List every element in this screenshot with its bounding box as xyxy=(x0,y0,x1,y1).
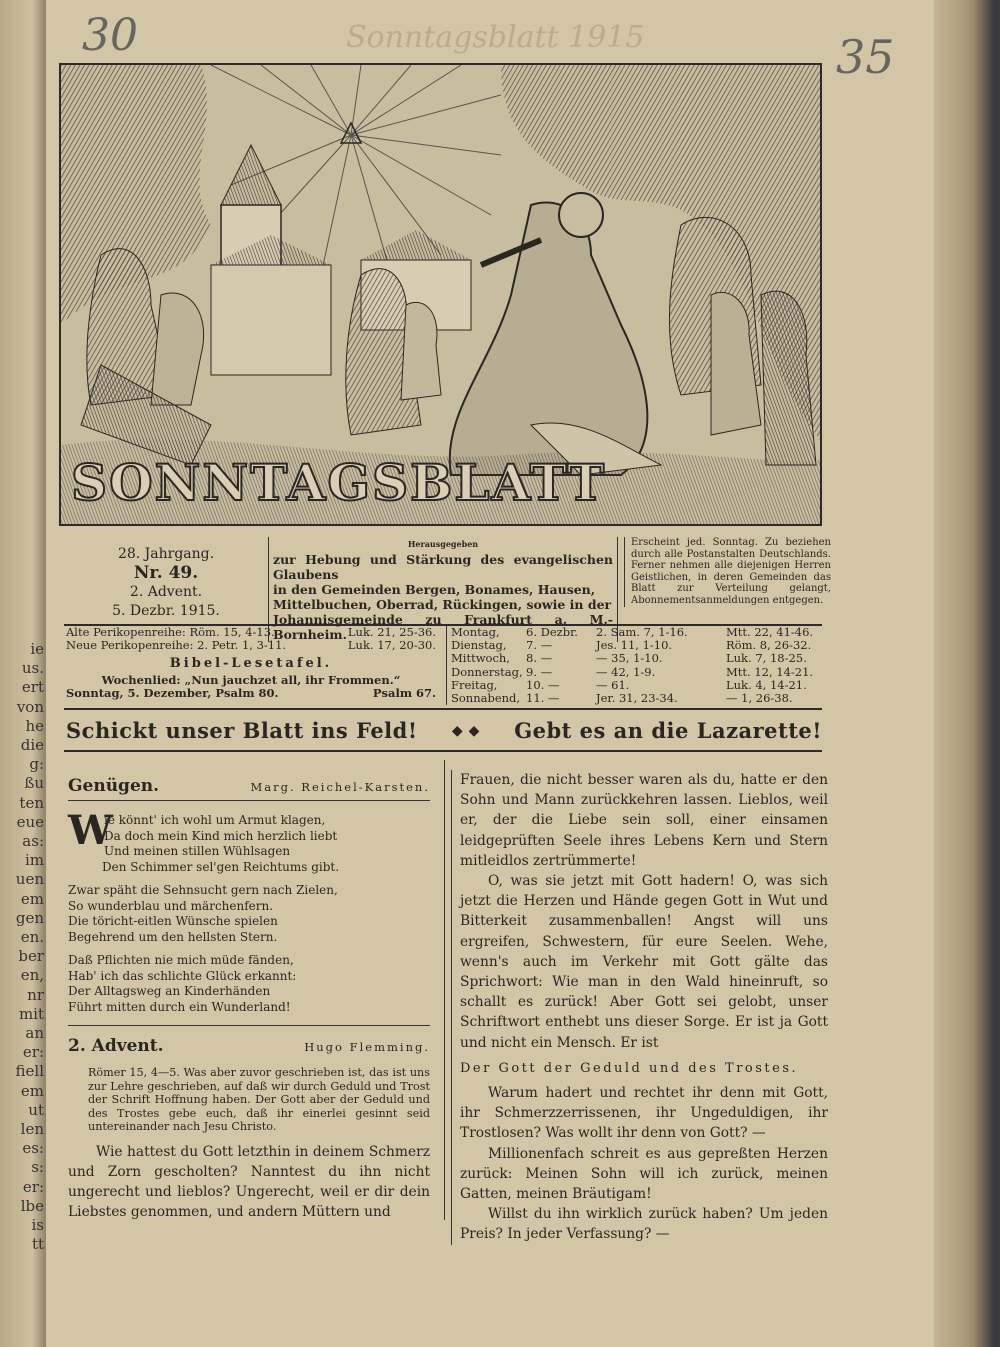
poem-author: Marg. Reichel-Karsten. xyxy=(250,780,430,794)
left-page-fragment: he xyxy=(25,716,44,735)
paragraph: Millionenfach schreit es aus gepreßten Herzen zurück: Meinen Sohn will ich zurück, meinen Gatten, meinen Bräutigam! xyxy=(460,1145,828,1203)
date: 10. — xyxy=(526,677,560,692)
left-page-fragment: nr xyxy=(27,985,44,1004)
day: Donnerstag, xyxy=(451,664,523,679)
poem-line: Führt mitten durch ein Wunderland! xyxy=(68,999,291,1014)
issue-number: Nr. 49. xyxy=(133,563,199,583)
poem-line: Die töricht-eitlen Wünsche spielen xyxy=(68,914,278,928)
new-testament: — 1, 26-38. xyxy=(726,691,793,706)
publisher-line: in den Gemeinden Bergen, Bonames, Hausen, xyxy=(273,581,596,597)
divider xyxy=(64,708,822,710)
left-page-fragment: er: xyxy=(22,1043,44,1062)
poem-line: Daß Pflichten nie mich müde fänden, xyxy=(68,953,294,967)
left-page-fragment: ert xyxy=(21,678,44,697)
left-page-fragment: lbe xyxy=(20,1196,44,1215)
paragraph: O, was sie jetzt mit Gott hadern! O, was sich jetzt die Herzen und Hände gegen Gott in Wut und Bitterkeit zusammenballen! Angst will uns ergreifen, Schwestern, für eure Seelen. Wehe, wenn's auch im Verkehr mit Gott gälte das Sprichwort: Wie man in den Wald hineinruft, so schallt es zurück! Aber Gott sei gelobt, unser Schriftwort enthebt uns dieser Sorge. Er ist ja Gott und nicht ein Mensch. Er ist xyxy=(460,873,828,1051)
poem-line: Da doch mein Kind mich herzlich liebt xyxy=(104,828,338,843)
left-page-fragment: g: xyxy=(29,755,44,774)
right-column xyxy=(451,770,828,1245)
poem-line: Zwar späht die Sehnsucht gern nach Zielen, xyxy=(68,883,338,897)
column-divider xyxy=(444,760,445,1220)
daily-row xyxy=(451,666,829,679)
divider xyxy=(68,1025,430,1026)
day: Dienstag, xyxy=(451,638,507,653)
issue-info xyxy=(66,545,266,621)
old-testament: — 42, 1-9. xyxy=(596,664,656,679)
poem-line: Hab' ich das schlichte Glück erkannt: xyxy=(68,968,297,983)
left-page-fragment: er: xyxy=(22,1177,44,1196)
left-page-fragment: von xyxy=(16,697,44,716)
left-page-fragment: an xyxy=(25,1024,44,1042)
day: Montag, xyxy=(451,625,500,639)
faint-stamp: Sonntagsblatt 1915 xyxy=(346,20,645,55)
sermon-header xyxy=(68,1036,430,1056)
left-page-fragment: ut xyxy=(28,1100,44,1119)
date: 11. — xyxy=(526,691,560,706)
new-testament: Mtt. 22, 41-46. xyxy=(726,625,814,639)
page-number-right: 35 xyxy=(836,30,895,84)
poem-line: So wunderblau und märchenfern. xyxy=(68,898,274,913)
left-page-fragment: ßu xyxy=(24,774,44,793)
right-page-edge xyxy=(934,0,1000,1347)
left-page-fragment: em xyxy=(20,1081,44,1100)
new-testament: Mtt. 12, 14-21. xyxy=(726,664,814,679)
poem-header xyxy=(68,776,430,796)
left-page-fragment: tt xyxy=(31,1235,44,1254)
reading-text: Psalm 67. xyxy=(372,685,436,700)
poem-body xyxy=(68,807,430,1015)
poem-title: Genügen. xyxy=(68,776,160,796)
left-page-fragment: ie xyxy=(30,640,44,658)
issue-date: 5. Dezbr. 1915. xyxy=(112,603,220,619)
day: Mittwoch, xyxy=(451,651,510,666)
reading-text: Alte Perikopenreihe: Röm. 15, 4-13. xyxy=(66,625,275,639)
left-page-fragment: en. xyxy=(20,928,44,946)
poem-stanza xyxy=(68,807,430,875)
left-page-edge xyxy=(0,0,46,1347)
left-page-fragment: gen xyxy=(15,908,44,927)
bible-quote: Römer 15, 4—5. Was aber zuvor geschrieben ist, das ist uns zur Lehre geschrieben, auf daß wir durch Geduld und Trost der Schrift Hoffnung haben. Der Gott aber der Geduld und des Trostes gebe euch, daß ihr einerlei gesinnt seid untereinander nach Jesu Christo. xyxy=(88,1066,430,1133)
header-illustration xyxy=(59,63,822,526)
left-page-fragment: as: xyxy=(22,832,44,850)
poem-line: Der Alltagsweg an Kinderhänden xyxy=(68,984,271,998)
sermon-text-left xyxy=(68,1142,430,1223)
dropcap: W xyxy=(68,807,113,854)
pericope-readings xyxy=(66,626,436,700)
left-column xyxy=(68,770,430,1222)
old-testament: Jes. 11, 1-10. xyxy=(596,638,673,653)
divider xyxy=(64,750,822,752)
left-page-fragment: len xyxy=(20,1120,44,1138)
diamond-icon: ◆ ◆ xyxy=(451,722,480,739)
left-page-fragment: eue xyxy=(16,812,44,831)
old-testament: Jer. 31, 23-34. xyxy=(596,691,678,706)
banner-right: Gebt es an die Lazarette! xyxy=(514,718,822,743)
reading-row xyxy=(66,639,436,652)
old-testament: 2. Sam. 7, 1-16. xyxy=(596,625,688,639)
new-testament: Luk. 4, 14-21. xyxy=(726,677,807,692)
reading-row xyxy=(66,687,436,700)
bible-table-title: Bibel-Lesetafel. xyxy=(169,656,333,672)
reading-text: Sonntag, 5. Dezember, Psalm 80. xyxy=(66,685,279,700)
new-testament: Röm. 8, 26-32. xyxy=(726,638,812,653)
reading-text: Luk. 21, 25-36. xyxy=(347,625,436,639)
new-testament: Luk. 7, 18-25. xyxy=(726,651,807,666)
poem-stanza xyxy=(68,953,430,1015)
banner xyxy=(66,718,822,743)
poem-line: Den Schimmer sel'gen Reichtums gibt. xyxy=(102,859,340,874)
old-testament: — 61. xyxy=(596,677,630,692)
paragraph: Warum hadert und rechtet ihr denn mit Gott, ihr Schmerzzerrissenen, ihr Ungeduldigen, ihr Trostlosen? Was wollt ihr denn von Gott? — xyxy=(460,1085,828,1142)
issue-year: 28. Jahrgang. xyxy=(117,546,215,562)
newspaper-page xyxy=(46,0,934,1347)
divider xyxy=(68,800,430,801)
day: Sonnabend, xyxy=(451,691,521,706)
left-page-fragment: em xyxy=(20,889,44,908)
left-page-fragment: us. xyxy=(21,659,44,678)
issue-sunday: 2. Advent. xyxy=(129,584,203,600)
subscription-note: Erscheint jed. Sonntag. Zu beziehen durch alle Postanstalten Deutschlands. Ferner nehmen alle diejenigen Herren Geistlichen, in deren Gemeinden das Blatt zur Verteilung gelangt, Abonnementsanmeldungen entgegen. xyxy=(624,537,831,607)
masthead-title: SONNTAGSBLATT xyxy=(71,453,607,512)
left-page-fragment: mit xyxy=(18,1004,44,1023)
daily-row xyxy=(451,652,829,665)
date: 6. Dezbr. xyxy=(526,625,578,639)
left-page-fragment: en, xyxy=(20,966,44,985)
date: 8. — xyxy=(526,651,553,666)
reading-text: Neue Perikopenreihe: 2. Petr. 1, 3-11. xyxy=(66,638,287,653)
publisher-line: Johannisgemeinde zu Frankfurt a. M.-Bornheim. xyxy=(273,611,613,642)
left-page-fragment: die xyxy=(20,736,44,754)
paragraph: Wie hattest du Gott letzthin in deinem Schmerz und Zorn gescholten? Nanntest du ihn nicht ungerecht und lieblos? Ungerecht, weil er dir dein Liebstes genommen, und andern Müttern und xyxy=(68,1143,430,1221)
paragraph: Frauen, die nicht besser waren als du, hatte er den Sohn und Mann zurückkehren lassen. Lieblos, weil er, der die Liebe sein soll, einer einsamen leidgeprüften Seele ihres Lebens Kern und Stern mitleidlos zertrümmerte! xyxy=(460,772,828,869)
left-page-fragment: ber xyxy=(18,947,44,966)
publisher-label: Herausgegeben xyxy=(407,539,479,549)
left-page-fragment: is xyxy=(31,1216,44,1234)
daily-readings xyxy=(446,626,829,705)
sermon-author: Hugo Flemming. xyxy=(304,1040,430,1054)
date: 7. — xyxy=(526,638,553,653)
sermon-title: 2. Advent. xyxy=(68,1036,164,1056)
poem-line: Begehrend um den hellsten Stern. xyxy=(68,929,278,944)
publisher-line: zur Hebung und Stärkung des evangelischen Glaubens xyxy=(273,551,613,582)
banner-left: Schickt unser Blatt ins Feld! xyxy=(66,718,418,743)
day: Freitag, xyxy=(451,677,498,692)
old-testament: — 35, 1-10. xyxy=(596,651,663,666)
publisher-line: Mittelbuchen, Oberrad, Rückingen, sowie in der xyxy=(273,596,612,612)
left-page-fragment: fiell xyxy=(15,1062,44,1081)
left-page-fragment: uen xyxy=(15,870,44,889)
reading-text: Luk. 17, 20-30. xyxy=(347,638,436,653)
left-page-fragment: s: xyxy=(31,1158,44,1177)
poem-line: Und meinen stillen Wühlsagen xyxy=(104,844,291,858)
subheading: Der Gott der Geduld und des Trostes. xyxy=(460,1060,799,1076)
date: 9. — xyxy=(526,664,553,679)
left-page-fragment: im xyxy=(24,851,44,870)
left-page-fragment: ten xyxy=(19,793,44,812)
page-number-left: 30 xyxy=(82,10,138,61)
daily-row xyxy=(451,692,829,705)
poem-stanza xyxy=(68,883,430,945)
sermon-text-right xyxy=(460,770,828,1245)
weekly-song: Wochenlied: „Nun jauchzet all, ihr Frommen.“ xyxy=(101,672,401,687)
left-page-fragment: es: xyxy=(22,1139,44,1158)
poem-line: ie könnt' ich wohl um Armut klagen, xyxy=(104,813,326,827)
paragraph: Willst du ihn wirklich zurück haben? Um jeden Preis? In jeder Verfassung? — xyxy=(460,1206,828,1243)
